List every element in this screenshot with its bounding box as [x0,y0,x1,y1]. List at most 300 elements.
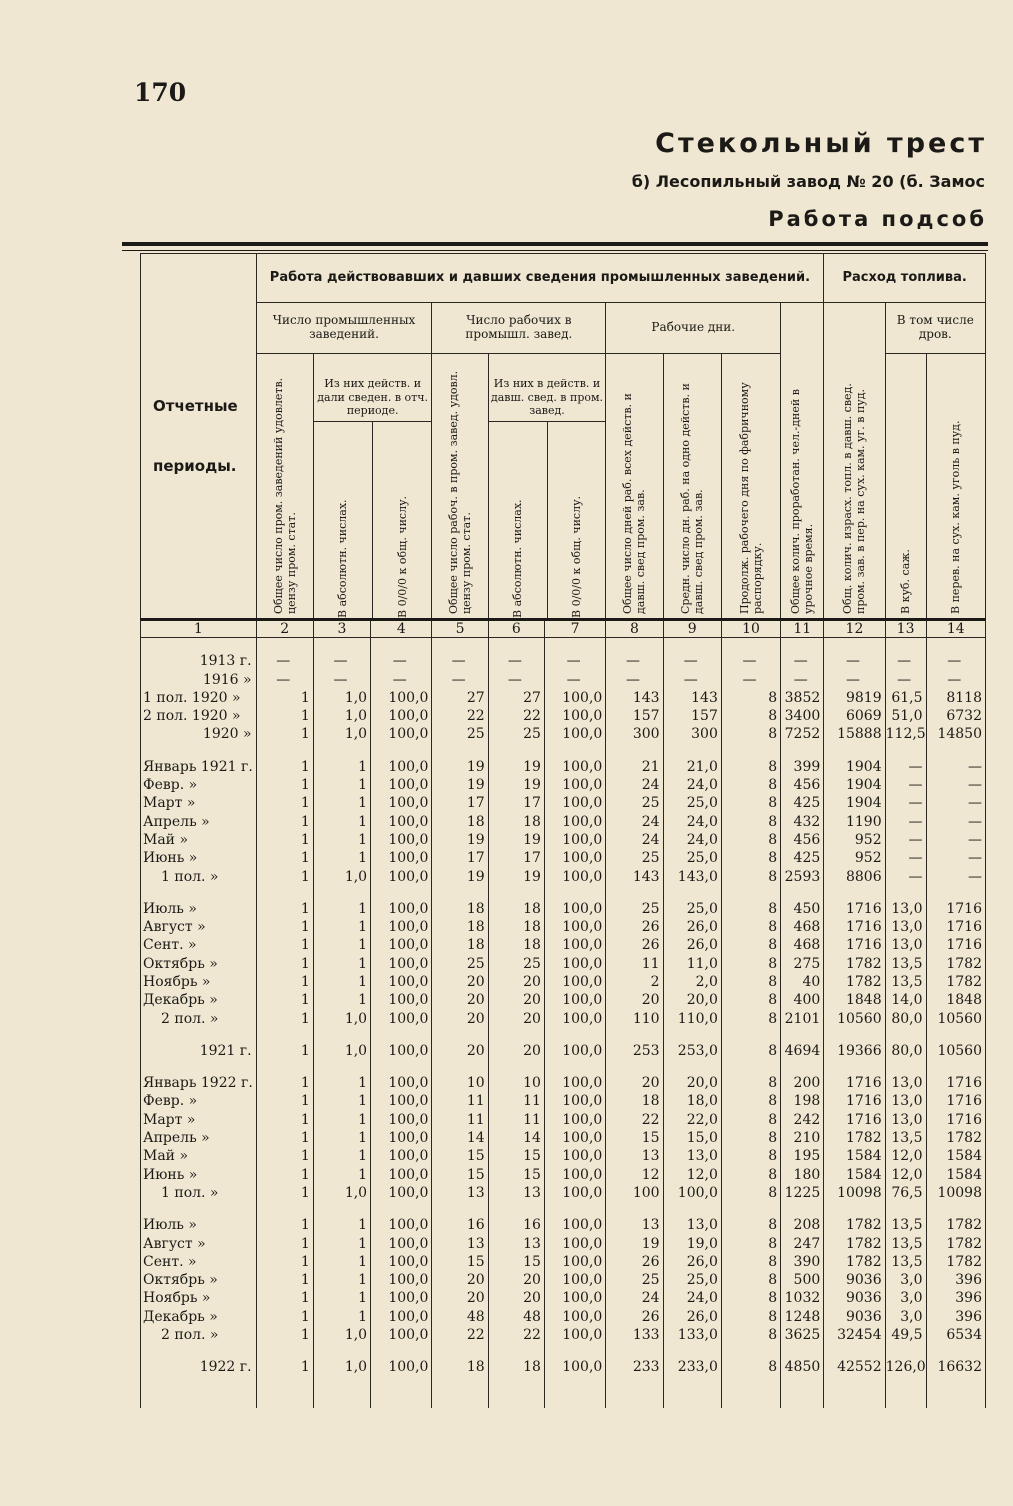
spacer-cell [544,1376,605,1408]
value-cell: — [885,758,926,776]
value-cell: 1 [313,936,370,954]
spacer-cell [432,1028,488,1042]
spacer-cell [781,1060,824,1074]
value-cell: — [781,670,824,688]
value-cell: 17 [488,849,544,867]
value-cell: 24 [606,776,663,794]
value-cell: 100,0 [544,831,605,849]
value-cell: 20 [432,1042,488,1060]
value-cell: 3,0 [885,1289,926,1307]
period-cell: 1920 » [141,725,257,743]
value-cell: 1 [313,1289,370,1307]
spacer-cell [721,638,780,653]
value-cell: 8 [721,776,780,794]
value-cell: 1 [313,1111,370,1129]
value-cell: 100,0 [371,1253,432,1271]
spacer-cell [488,638,544,653]
header-rule [122,242,988,246]
value-cell: 8 [721,1326,780,1344]
value-cell: 100,0 [544,849,605,867]
value-cell: 12 [606,1166,663,1184]
value-cell: 1225 [781,1184,824,1202]
spacer-cell [141,638,257,653]
value-cell: — [663,670,721,688]
value-cell: 8 [721,758,780,776]
value-cell: 8 [721,936,780,954]
spacer-cell [256,1344,313,1358]
value-cell: 1 [256,867,313,885]
spacer-cell [488,1202,544,1216]
value-cell: 8 [721,1092,780,1110]
value-cell: 100,0 [544,900,605,918]
value-cell: 1 [313,1271,370,1289]
value-cell: 2593 [781,867,824,885]
value-cell: 1904 [824,776,885,794]
value-cell: 1716 [824,1111,885,1129]
value-cell: 1,0 [313,1184,370,1202]
table-row [141,1234,986,1252]
value-cell: 1,0 [313,707,370,725]
value-cell: 1 [256,725,313,743]
value-cell: 26,0 [663,1308,721,1326]
value-cell: 1 [256,794,313,812]
spacer-row [141,886,986,900]
value-cell: 22 [432,1326,488,1344]
value-cell: 15 [606,1129,663,1147]
value-cell: 19 [606,1234,663,1252]
value-cell: 208 [781,1216,824,1234]
table-row [141,794,986,812]
value-cell: 100,0 [371,1111,432,1129]
value-cell: 1782 [926,1234,985,1252]
value-cell: 8806 [824,867,885,885]
value-cell: — [926,758,985,776]
table-row [141,758,986,776]
value-cell: 13,5 [885,1253,926,1271]
table-row [141,955,986,973]
spacer-cell [432,1344,488,1358]
value-cell: 15 [432,1166,488,1184]
spacer-cell [313,886,370,900]
value-cell: 24 [606,831,663,849]
value-cell: 1,0 [313,1042,370,1060]
value-cell: 19 [432,776,488,794]
value-cell: 9819 [824,689,885,707]
spacer-cell [824,638,885,653]
spacer-cell [432,1202,488,1216]
value-cell: 25 [606,1271,663,1289]
value-cell: 1904 [824,758,885,776]
value-cell: 25,0 [663,900,721,918]
spacer-row [141,1202,986,1216]
value-cell: 1 [256,1166,313,1184]
value-cell: 100,0 [544,1111,605,1129]
column-number: 3 [313,620,370,638]
value-cell: 2,0 [663,973,721,991]
spacer-cell [141,1202,257,1216]
period-cell: Июнь » [141,849,257,867]
table-row [141,1326,986,1344]
value-cell: 100,0 [544,758,605,776]
spacer-cell [926,1202,985,1216]
value-cell: 456 [781,831,824,849]
value-cell: 100,0 [544,1184,605,1202]
value-cell: 100,0 [371,1308,432,1326]
value-cell: 20 [606,1074,663,1092]
value-cell: 22 [488,707,544,725]
period-cell: 1913 г. [141,652,257,670]
value-cell: 13 [606,1147,663,1165]
value-cell: 19 [432,758,488,776]
value-cell: 300 [606,725,663,743]
spacer-cell [371,744,432,758]
value-cell: 1 [313,1129,370,1147]
value-cell: 8 [721,725,780,743]
value-cell: 13,0 [885,900,926,918]
value-cell: — [721,652,780,670]
spacer-cell [824,1060,885,1074]
spacer-cell [926,886,985,900]
value-cell: 10560 [824,1009,885,1027]
value-cell: 100,0 [371,1009,432,1027]
value-cell: 19 [432,831,488,849]
value-cell: 1782 [824,1253,885,1271]
value-cell: 27 [432,689,488,707]
value-cell: 1,0 [313,725,370,743]
spacer-cell [781,638,824,653]
table-row [141,936,986,954]
value-cell: 100,0 [371,1358,432,1376]
period-cell: Сент. » [141,936,257,954]
value-cell: 12,0 [885,1166,926,1184]
value-cell: 20,0 [663,991,721,1009]
period-cell: Апрель » [141,1129,257,1147]
value-cell: 1716 [926,1074,985,1092]
value-cell: 4694 [781,1042,824,1060]
value-cell: 1 [313,991,370,1009]
value-cell: 1 [313,1308,370,1326]
value-cell: 18 [432,918,488,936]
value-cell: 25 [488,955,544,973]
value-cell: 100,0 [544,1092,605,1110]
value-cell: 26 [606,1308,663,1326]
table-row [141,831,986,849]
value-cell: 24,0 [663,776,721,794]
value-cell: 100,0 [371,991,432,1009]
value-cell: 3852 [781,689,824,707]
value-cell: 100,0 [544,1326,605,1344]
spacer-cell [885,1344,926,1358]
column-number: 6 [488,620,544,638]
spacer-cell [606,638,663,653]
spacer-cell [371,1344,432,1358]
value-cell: 16632 [926,1358,985,1376]
spacer-cell [371,1202,432,1216]
spacer-cell [721,886,780,900]
value-cell: 100,0 [544,1289,605,1307]
value-cell: 8 [721,1166,780,1184]
value-cell: 100,0 [544,1074,605,1092]
value-cell: 11 [432,1092,488,1110]
active-workers-header: Из них в действ. и давш. свед. в пром. завед. В абсолютн. числах. В 0/0/0 к общ. числу. [488,354,606,620]
spacer-cell [313,1202,370,1216]
spacer-cell [141,1028,257,1042]
spacer-cell [141,1376,257,1408]
value-cell: 100,0 [544,1253,605,1271]
value-cell: 25 [606,849,663,867]
period-cell: Декабрь » [141,991,257,1009]
value-cell: 20 [432,973,488,991]
value-cell: 390 [781,1253,824,1271]
value-cell: 432 [781,812,824,830]
spacer-cell [606,1060,663,1074]
spacer-cell [663,1202,721,1216]
value-cell: 1 [256,849,313,867]
value-cell: 8 [721,1074,780,1092]
value-cell: 8 [721,1253,780,1271]
spacer-cell [313,1028,370,1042]
period-cell: Ноябрь » [141,973,257,991]
period-cell: Май » [141,831,257,849]
value-cell: 133,0 [663,1326,721,1344]
spacer-cell [663,1376,721,1408]
spacer-cell [606,1344,663,1358]
spacer-cell [781,1202,824,1216]
value-cell: 24,0 [663,1289,721,1307]
value-cell: 8 [721,918,780,936]
value-cell: — [885,776,926,794]
value-cell: — [606,652,663,670]
spacer-cell [781,1344,824,1358]
value-cell: 14,0 [885,991,926,1009]
spacer-cell [926,1060,985,1074]
value-cell: 100,0 [544,689,605,707]
table-row [141,1042,986,1060]
value-cell: 100,0 [371,831,432,849]
value-cell: 1 [313,1166,370,1184]
value-cell: 18 [488,900,544,918]
value-cell: 1584 [824,1166,885,1184]
value-cell: — [781,652,824,670]
value-cell: 25 [432,955,488,973]
period-cell: Январь 1921 г. [141,758,257,776]
spacer-cell [824,1028,885,1042]
value-cell: 1782 [926,973,985,991]
spacer-cell [488,1376,544,1408]
table-row [141,1184,986,1202]
period-cell: 1922 г. [141,1358,257,1376]
value-cell: 233 [606,1358,663,1376]
value-cell: 3,0 [885,1271,926,1289]
value-cell: 100,0 [663,1184,721,1202]
value-cell: 100,0 [371,1271,432,1289]
firewood-header: В том числе дров. [885,303,985,354]
value-cell: 20 [432,1009,488,1027]
value-cell: 8 [721,1184,780,1202]
value-cell: 1716 [824,918,885,936]
value-cell: 100,0 [371,758,432,776]
table-row [141,1074,986,1092]
table-row [141,1358,986,1376]
value-cell: 14 [432,1129,488,1147]
spacer-cell [781,1376,824,1408]
value-cell: 8 [721,1216,780,1234]
value-cell: 8 [721,689,780,707]
spacer-cell [781,1028,824,1042]
value-cell: 100,0 [544,1271,605,1289]
value-cell: — [544,670,605,688]
value-cell: 48 [432,1308,488,1326]
value-cell: — [885,867,926,885]
value-cell: — [885,812,926,830]
value-cell: 1 [313,900,370,918]
value-cell: 100,0 [371,794,432,812]
period-cell: Декабрь » [141,1308,257,1326]
value-cell: 110 [606,1009,663,1027]
value-cell: 1,0 [313,689,370,707]
value-cell: 1716 [824,1074,885,1092]
value-cell: 143 [663,689,721,707]
value-cell: 25 [606,794,663,812]
value-cell: 200 [781,1074,824,1092]
value-cell: 6069 [824,707,885,725]
value-cell: 143 [606,689,663,707]
period-cell: 1916 » [141,670,257,688]
value-cell: 9036 [824,1289,885,1307]
table-row [141,1147,986,1165]
value-cell: 20 [488,1289,544,1307]
value-cell: 27 [488,689,544,707]
spacer-cell [432,886,488,900]
value-cell: 25,0 [663,1271,721,1289]
value-cell: 20 [432,1271,488,1289]
spacer-cell [432,1376,488,1408]
value-cell: 3,0 [885,1308,926,1326]
value-cell: 1 [313,776,370,794]
value-cell: 3400 [781,707,824,725]
spacer-cell [721,1376,780,1408]
value-cell: 15 [488,1253,544,1271]
value-cell: 100,0 [371,1092,432,1110]
period-cell: Сент. » [141,1253,257,1271]
section-title: Работа подсоб [768,207,987,231]
value-cell: 32454 [824,1326,885,1344]
value-cell: 100,0 [371,936,432,954]
value-cell: 1 [256,1092,313,1110]
column-number: 5 [432,620,488,638]
value-cell: 100,0 [371,918,432,936]
value-cell: 8 [721,849,780,867]
column-number: 12 [824,620,885,638]
workers-header: Число рабочих в промышл. завед. [432,303,606,354]
value-cell: 18 [488,918,544,936]
column-number: 2 [256,620,313,638]
value-cell: 400 [781,991,824,1009]
value-cell: 1 [256,1042,313,1060]
value-cell: 100,0 [544,955,605,973]
spacer-cell [256,886,313,900]
col13-header: В куб. саж. [885,354,926,620]
value-cell: 100,0 [371,725,432,743]
column-number: 9 [663,620,721,638]
spacer-cell [256,1376,313,1408]
value-cell: — [885,849,926,867]
spacer-cell [488,886,544,900]
spacer-cell [432,1060,488,1074]
col10-header: Продолж. рабочего дня по фабричному распорядку. [721,354,780,620]
value-cell: 13,5 [885,955,926,973]
value-cell: 6534 [926,1326,985,1344]
value-cell: 25,0 [663,849,721,867]
spacer-row [141,638,986,653]
period-cell: 2 пол. » [141,1326,257,1344]
value-cell: 8 [721,1271,780,1289]
value-cell: 76,5 [885,1184,926,1202]
value-cell: 1 [313,955,370,973]
spacer-cell [606,1376,663,1408]
value-cell: 8 [721,955,780,973]
spacer-cell [544,1202,605,1216]
value-cell: 13,0 [885,936,926,954]
value-cell: 1 [313,794,370,812]
value-cell: 198 [781,1092,824,1110]
spacer-cell [885,1028,926,1042]
table-row [141,1111,986,1129]
page-number: 170 [134,78,187,107]
period-cell: 1 пол. » [141,867,257,885]
value-cell: 253,0 [663,1042,721,1060]
value-cell: 1 [256,1358,313,1376]
spacer-cell [544,1344,605,1358]
table-row [141,707,986,725]
period-cell: 1 пол. 1920 » [141,689,257,707]
spacer-cell [371,638,432,653]
value-cell: 396 [926,1271,985,1289]
value-cell: 1 [256,1129,313,1147]
spacer-cell [606,1028,663,1042]
column-number: 13 [885,620,926,638]
value-cell: 100,0 [544,973,605,991]
spacer-cell [432,744,488,758]
period-cell: Январь 1922 г. [141,1074,257,1092]
value-cell: 1716 [926,1111,985,1129]
value-cell: 8 [721,1308,780,1326]
spacer-cell [663,1344,721,1358]
spacer-cell [313,638,370,653]
value-cell: 1 [256,1216,313,1234]
value-cell: 20 [432,991,488,1009]
value-cell: 8 [721,1129,780,1147]
value-cell: 25 [606,900,663,918]
value-cell: 180 [781,1166,824,1184]
value-cell: 1782 [824,1234,885,1252]
value-cell: 100,0 [544,1234,605,1252]
value-cell: 8 [721,794,780,812]
value-cell: 25 [432,725,488,743]
table-row [141,1253,986,1271]
spacer-cell [885,886,926,900]
spacer-row [141,1344,986,1358]
spacer-cell [781,886,824,900]
spacer-cell [313,744,370,758]
value-cell: 1190 [824,812,885,830]
value-cell: 8 [721,1147,780,1165]
value-cell: — [432,652,488,670]
table-row [141,689,986,707]
value-cell: 1 [256,1253,313,1271]
spacer-cell [141,1344,257,1358]
value-cell: 24 [606,812,663,830]
